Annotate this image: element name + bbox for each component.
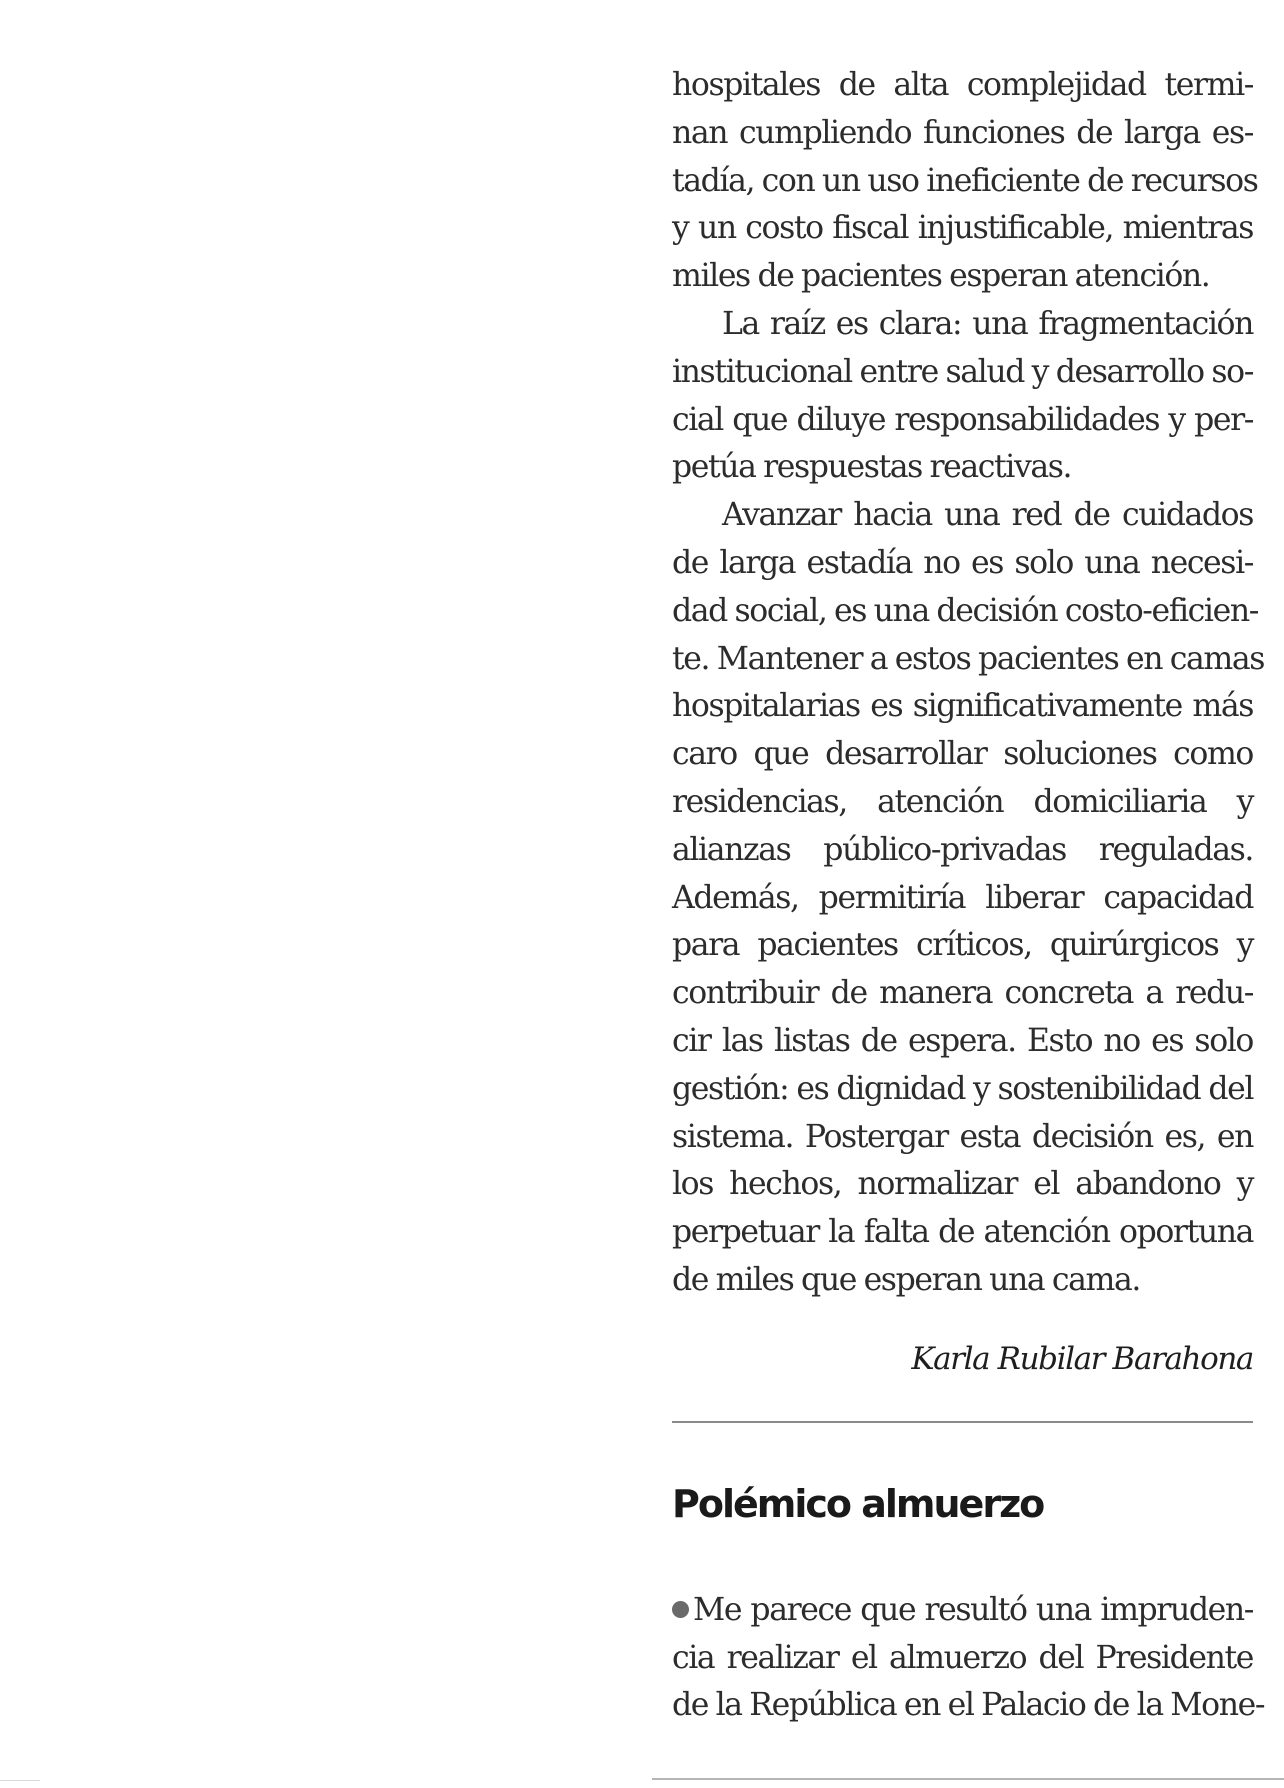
text-line: sistema. Postergar esta decisión es, en	[672, 1118, 1253, 1155]
bullet-icon	[672, 1601, 689, 1618]
article-body	[672, 62, 1264, 1305]
paragraph-2	[672, 301, 1253, 492]
page-bottom-divider	[652, 1778, 1284, 1780]
letter-body	[672, 1587, 1265, 1730]
text-line: de miles que esperan una cama.	[672, 1261, 1140, 1298]
text-line: los hechos, normalizar el abandono y	[672, 1166, 1253, 1203]
scan-edge-line	[0, 1780, 40, 1781]
text-line: te. Mantener a estos pacientes en camas	[672, 640, 1264, 677]
section-divider	[672, 1421, 1253, 1423]
text-line	[672, 1587, 1253, 1635]
text-line: perpetuar la falta de atención oportuna	[672, 1214, 1253, 1251]
text-line: para pacientes críticos, quirúrgicos y	[672, 927, 1253, 964]
text-line: hospitalarias es significativamente más	[672, 688, 1253, 725]
text-line: nan cumpliendo funciones de larga es-	[672, 114, 1253, 151]
paragraph-1	[672, 62, 1258, 301]
text-line: institucional entre salud y desarrollo so-	[672, 353, 1253, 390]
text-line: de larga estadía no es solo una necesi-	[672, 544, 1253, 581]
text-line: de la República en el Palacio de la Mone-	[672, 1687, 1265, 1724]
text-line: cial que diluye responsabilidades y per-	[672, 401, 1253, 438]
text-line: tadía, con un uso ineficiente de recursos	[672, 162, 1258, 199]
letter-title: Polémico almuerzo	[672, 1481, 1044, 1526]
text-line: alianzas público-privadas reguladas.	[672, 831, 1253, 868]
text-line: cia realizar el almuerzo del Presidente	[672, 1639, 1253, 1676]
text-line: residencias, atención domiciliaria y	[672, 783, 1253, 820]
text-line: La raíz es clara: una fragmentación	[722, 305, 1253, 342]
text-line: Además, permitiría liberar capacidad	[672, 879, 1253, 916]
text-line: caro que desarrollar soluciones como	[672, 736, 1253, 773]
text-line: hospitales de alta complejidad termi-	[672, 67, 1253, 103]
text-line: contribuir de manera concreta a redu-	[672, 975, 1253, 1012]
text-line-content: Me parece que resultó una impruden-	[693, 1591, 1253, 1628]
text-line: cir las listas de espera. Esto no es solo	[672, 1022, 1253, 1059]
letters-column	[672, 62, 1265, 1730]
text-line: dad social, es una decisión costo-eficien-	[672, 592, 1258, 629]
text-line: petúa respuestas reactivas.	[672, 449, 1072, 486]
paragraph-3	[672, 492, 1264, 1305]
text-line: gestión: es dignidad y sostenibilidad del	[672, 1070, 1253, 1107]
text-line: miles de pacientes esperan atención.	[672, 258, 1210, 295]
author-signature: Karla Rubilar Barahona	[911, 1340, 1253, 1377]
text-line: Avanzar hacia una red de cuidados	[722, 497, 1253, 534]
text-line: y un costo fiscal injustificable, mientras	[672, 210, 1253, 247]
